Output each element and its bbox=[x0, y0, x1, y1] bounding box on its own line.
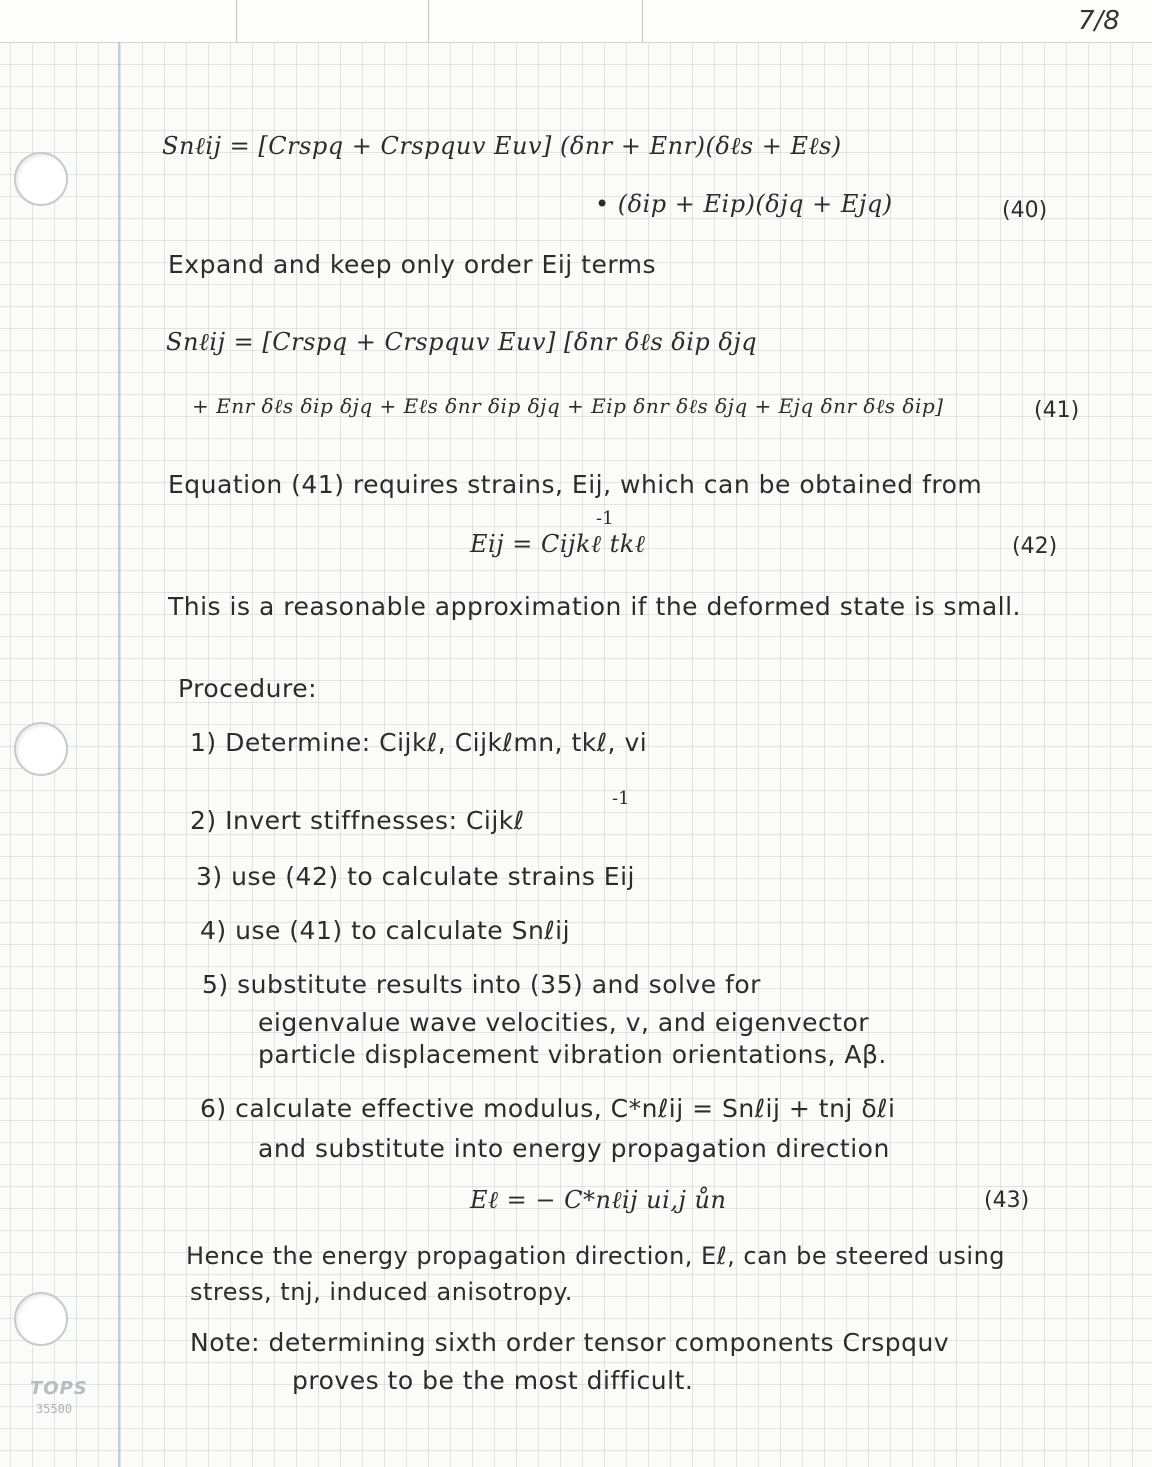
procedure-step-5-line-2: eigenvalue wave velocities, v, and eigenvector bbox=[258, 1008, 870, 1037]
equation-41-text: Equation (41) requires strains, Eij, which can be obtained from bbox=[168, 470, 983, 499]
equation-42-number: (42) bbox=[1012, 534, 1058, 559]
procedure-step-2: 2) Invert stiffnesses: Cijkℓ bbox=[190, 806, 525, 835]
equation-40-number: (40) bbox=[1002, 198, 1048, 223]
procedure-heading: Procedure: bbox=[178, 674, 318, 703]
procedure-step-3: 3) use (42) to calculate strains Eij bbox=[196, 862, 635, 891]
equation-40-line-2: • (δip + Eip)(δjq + Ejq) bbox=[595, 190, 893, 218]
header-divider bbox=[428, 0, 429, 42]
equation-40-line-1: Snℓij = [Crspq + Crspquv Euv] (δnr + Enr)(δℓs + Eℓs) bbox=[162, 132, 842, 160]
procedure-step-6: 6) calculate effective modulus, C*nℓij = Snℓij + tnj δℓi bbox=[200, 1094, 896, 1123]
page-header-band bbox=[0, 0, 1152, 43]
binder-hole bbox=[14, 722, 68, 776]
equation-42-superscript: -1 bbox=[596, 508, 614, 529]
procedure-step-6-line-2: and substitute into energy propagation direction bbox=[258, 1134, 890, 1163]
equation-41-number: (41) bbox=[1034, 398, 1080, 423]
procedure-step-5: 5) substitute results into (35) and solve for bbox=[202, 970, 761, 999]
procedure-step-1: 1) Determine: Cijkℓ, Cijkℓmn, tkℓ, vi bbox=[190, 728, 648, 757]
equation-43-number: (43) bbox=[984, 1188, 1030, 1213]
tops-logo: TOPS bbox=[30, 1378, 88, 1399]
header-divider bbox=[236, 0, 237, 42]
binder-hole bbox=[14, 152, 68, 206]
note-text-line-2: proves to be the most difficult. bbox=[292, 1366, 694, 1395]
header-divider bbox=[642, 0, 643, 42]
equation-41-line-1: Snℓij = [Crspq + Crspquv Euv] [δnr δℓs δip δjq bbox=[166, 328, 758, 356]
margin-rule bbox=[118, 42, 120, 1467]
procedure-step-2-superscript: -1 bbox=[612, 788, 630, 809]
note-text: Note: determining sixth order tensor components Crspquv bbox=[190, 1328, 950, 1357]
approximation-text: This is a reasonable approximation if the deformed state is small. bbox=[168, 592, 1021, 621]
equation-43: Eℓ = − C*nℓij ui,j ůn bbox=[470, 1186, 727, 1214]
expand-text: Expand and keep only order Eij terms bbox=[168, 250, 657, 279]
procedure-step-4: 4) use (41) to calculate Snℓij bbox=[200, 916, 571, 945]
stock-number: 35500 bbox=[36, 1402, 73, 1416]
page-number: 7/8 bbox=[1078, 6, 1120, 36]
binder-hole bbox=[14, 1292, 68, 1346]
hence-text-line-2: stress, tnj, induced anisotropy. bbox=[190, 1278, 573, 1306]
procedure-step-5-line-3: particle displacement vibration orientations, Aβ. bbox=[258, 1040, 887, 1069]
equation-42: Eij = Cijkℓ tkℓ bbox=[470, 530, 646, 558]
equation-41-line-2: + Enr δℓs δip δjq + Eℓs δnr δip δjq + Eip δnr δℓs δjq + Ejq δnr δℓs δip] bbox=[192, 394, 944, 418]
hence-text: Hence the energy propagation direction, Eℓ, can be steered using bbox=[186, 1242, 1006, 1270]
